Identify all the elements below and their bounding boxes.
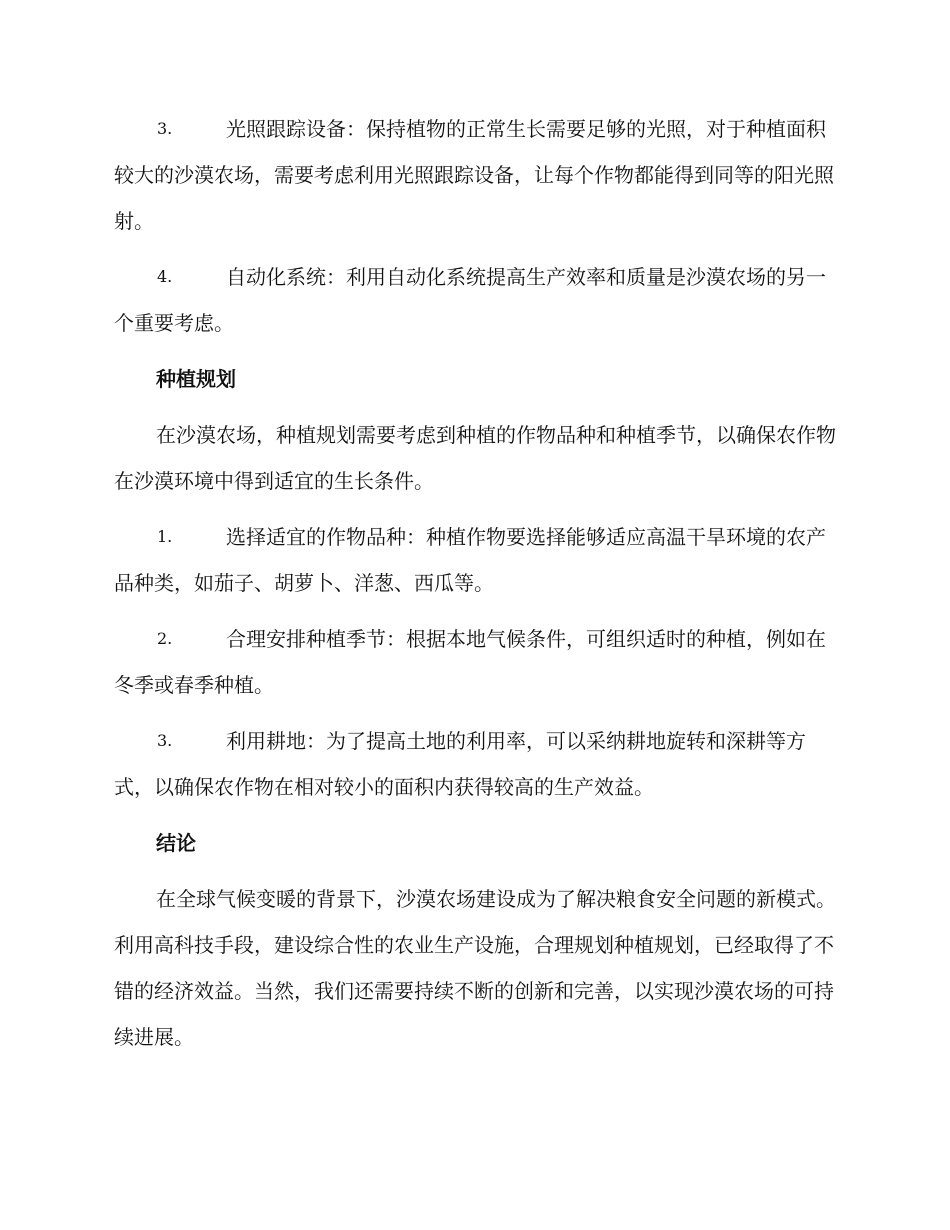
list-item — [114, 106, 836, 244]
list-item-number: 3. — [157, 119, 173, 138]
section-heading-planting-plan: 种植规划 — [156, 367, 236, 391]
section-heading-conclusion: 结论 — [156, 831, 196, 855]
list-item-text: 光照跟踪设备：保持植物的正常生长需要足够的光照，对于种植面积较大的沙漠农场，需要考虑利用光照跟踪设备，让每个作物都能得到同等的阳光照射。 — [114, 117, 834, 233]
list-item-number: 2. — [157, 629, 173, 648]
document-body — [114, 106, 836, 1070]
list-item — [114, 616, 836, 708]
list-item-text: 合理安排种植季节：根据本地气候条件，可组织适时的种植，例如在冬季或春季种植。 — [114, 627, 826, 697]
list-item — [114, 254, 836, 346]
list-item — [114, 718, 836, 810]
list-item-text: 选择适宜的作物品种：种植作物要选择能够适应高温干旱环境的农产品种类，如茄子、胡萝卜、洋葱、西瓜等。 — [114, 525, 826, 595]
list-item-number: 3. — [157, 731, 173, 750]
list-item-number: 4. — [157, 267, 173, 286]
conclusion-paragraph: 在全球气候变暖的背景下，沙漠农场建设成为了解决粮食安全问题的新模式。利用高科技手段，建设综合性的农业生产设施，合理规划种植规划，已经取得了不错的经济效益。当然，我们还需要持续不断的创新和完善，以实现沙漠农场的可持续进展。 — [114, 887, 836, 1049]
list-item-number: 1. — [157, 527, 173, 546]
list-item-text: 利用耕地：为了提高土地的利用率，可以采纳耕地旋转和深耕等方式，以确保农作物在相对较小的面积内获得较高的生产效益。 — [114, 729, 806, 799]
section-intro-paragraph: 在沙漠农场，种植规划需要考虑到种植的作物品种和种植季节，以确保农作物在沙漠环境中得到适宜的生长条件。 — [114, 423, 836, 493]
list-item — [114, 514, 836, 606]
list-item-text: 自动化系统：利用自动化系统提高生产效率和质量是沙漠农场的另一个重要考虑。 — [114, 265, 826, 335]
